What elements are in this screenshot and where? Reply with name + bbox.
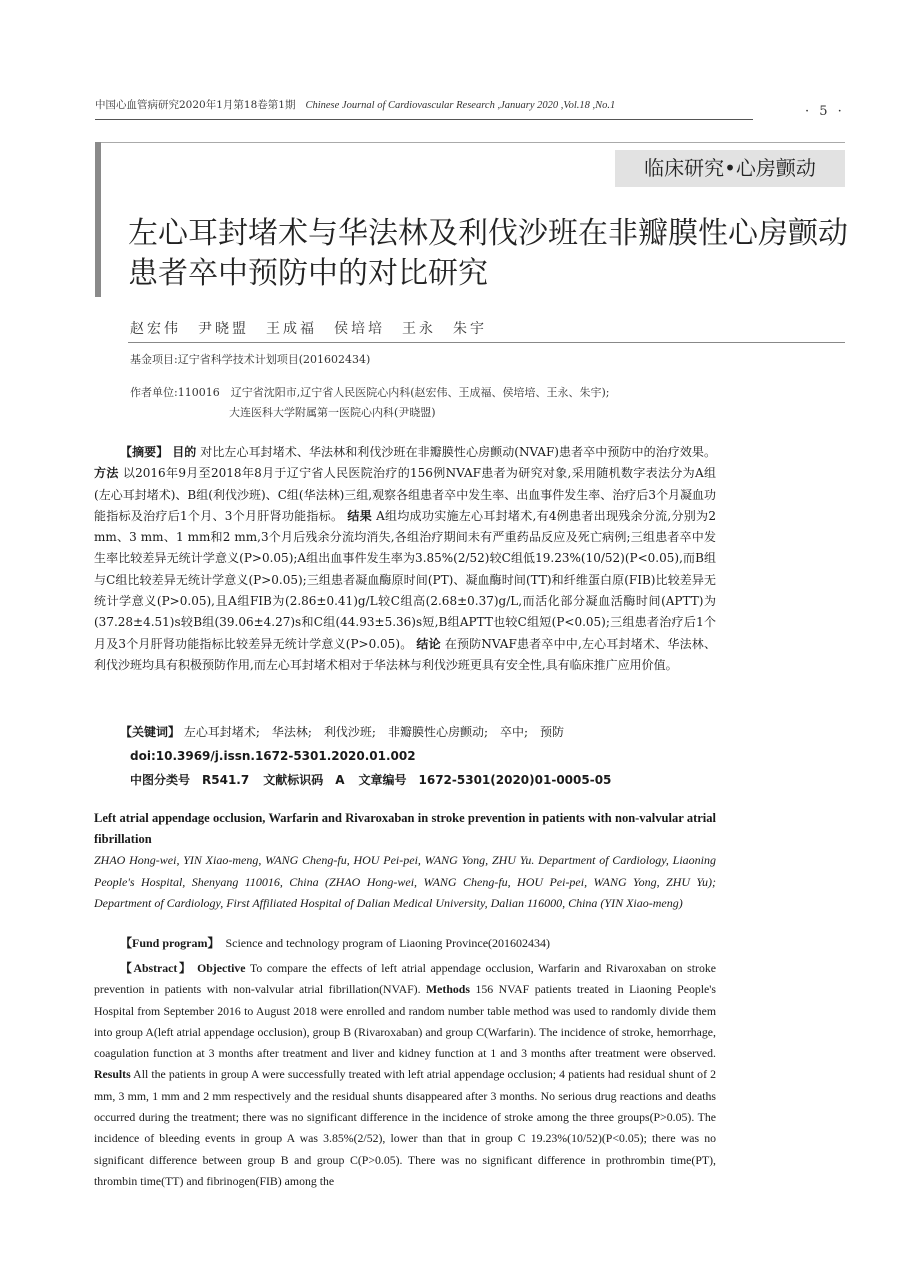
method-label: 方法: [94, 466, 119, 481]
journal-cn: 中国心血管病研究2020年1月第18卷第1期: [95, 99, 296, 111]
keywords-label: 【关键词】: [120, 725, 181, 739]
category-rule: [101, 142, 845, 143]
method-text: 以2016年9月至2018年8月于辽宁省人民医院治疗的156例NVAF患者为研究对象,采用随机数字表法分为A组(左心耳封堵术)、B组(利伐沙班)、C组(华法林)三组,观察各组患者卒中发生率、出血事件发生率、治疗后3个月凝血功能指标及治疗后1个月、3个月肝肾功能指标。: [94, 466, 716, 523]
result-label: 结果: [347, 508, 372, 523]
english-fund-text: Science and technology program of Liaoning Province(201602434): [225, 936, 551, 950]
section-category: 临床研究•心房颤动: [615, 150, 845, 187]
objective-label: 目的: [172, 445, 197, 459]
abstract-cn: [94, 442, 716, 676]
english-fund-label: 【Fund program】: [120, 936, 220, 950]
english-title: Left atrial appendage occlusion, Warfarin and Rivaroxaban in stroke prevention in patients with non-valvular atrial fibrillation: [94, 811, 716, 846]
result-text: A组均成功实施左心耳封堵术,有4例患者出现残余分流,分别为2 mm、3 mm、1 mm和2 mm,3个月后残余分流均消失,各组治疗期间未有严重药品反应及死亡病例;三组患者卒中发生率比较差异无统计学意义(P>0.05);A组出血事件发生率为3.85%(2/52)较C组低19.23%(10/52)(P<0.05),而B组与C组比较差异无统计学意义(P>0.05);三组患者凝血酶原时间(PT)、凝血酶时间(TT)和纤维蛋白原(FIB)比较差异无统计学意义(P>0.05),且A组FIB为(2.86±0.41)g/L较C组高(2.68±0.37)g/L,而活化部分凝血活酶时间(APTT)为(37.28±4.51)s较B组(39.06±4.27)s和C组(44.93±5.36)s短,B组APTT也较C组短(P<0.05);三组患者治疗后1个月及3个月肝肾功能指标比较差异无统计学意义(P>0.05)。: [94, 508, 716, 651]
abstract-label: 【摘要】: [120, 445, 169, 459]
english-authors: ZHAO Hong-wei, YIN Xiao-meng, WANG Cheng-fu, HOU Pei-pei, WANG Yong, ZHU Yu. Department of Cardiology, Liaoning People's Hospital, Shenyang 110016, China (ZHAO Hong-wei, WANG Cheng-fu, HOU Pei-pei, WANG Yong, ZHU Yu); Department of Cardiology, First Affiliated Hospital of Dalian Medical University, Dalian 116000, China (YIN Xiao-meng): [94, 853, 716, 910]
english-abstract: [94, 958, 716, 1192]
article-number: 文章编号 1672-5301(2020)01-0005-05: [358, 773, 612, 787]
english-fund: [120, 934, 742, 951]
affiliation-line-1: 作者单位:110016 辽宁省沈阳市,辽宁省人民医院心内科(赵宏伟、王成福、侯培培、王永、朱宇);: [130, 386, 610, 399]
english-objective-text: To compare the effects of left atrial appendage occlusion, Warfarin and Rivaroxaban on stroke prevention in patients with non-valvular atrial fibrillation(NVAF).: [94, 961, 716, 997]
english-abstract-label: 【Abstract】: [120, 961, 193, 975]
document-code: 文献标识码 A: [263, 773, 345, 787]
conclusion-label: 结论: [416, 636, 441, 651]
english-objective-label: Objective: [197, 961, 246, 975]
english-results-text: All the patients in group A were successfully treated with left atrial appendage occlusion; 4 patients had residual shunt of 2 mm, 3 mm, 1 mm and 2 mm respectively and the residual shunts disappeared after 3 months. No serious drug reactions and deaths occurred during the treatment; there was no significant difference in the incidence of stroke among the three groups(P>0.05). The incidence of bleeding events in group A was 3.85%(2/52), lower than that in group C 19.23%(10/52)(P<0.05); there was no significant difference between group B and group C(P>0.05). There was no significant difference in prothrombin time(PT), thrombin time(TT) and fibrinogen(FIB) among the: [94, 1067, 716, 1188]
divider: [128, 342, 845, 343]
authors: 赵宏伟 尹晓盟 王成福 侯培培 王永 朱宇: [130, 321, 487, 337]
affiliation: [130, 383, 609, 423]
english-methods-label: Methods: [426, 982, 470, 997]
article-title: 左心耳封堵术与华法林及利伐沙班在非瓣膜性心房颤动患者卒中预防中的对比研究: [128, 216, 848, 291]
english-methods-text: 156 NVAF patients treated in Liaoning People's Hospital from September 2016 to August 2018 were enrolled and random number table method was used to randomly divide them into group A(left atrial appendage occlusion), group B (Rivaroxaban) and group C(Warfarin). The incidence of stroke, hemorrhage, coagulation function at 3 months after treatment and liver and kidney function at 1 and 3 months after treatment were observed.: [94, 982, 716, 1061]
keywords-text: 左心耳封堵术; 华法林; 利伐沙班; 非瓣膜性心房颤动; 卒中; 预防: [183, 725, 565, 739]
journal-en: Chinese Journal of Cardiovascular Research ,January 2020 ,Vol.18 ,No.1: [305, 100, 616, 111]
classification-line: [130, 771, 625, 788]
page-number: · 5 ·: [805, 104, 845, 119]
objective-text: 对比左心耳封堵术、华法林和利伐沙班在非瓣膜性心房颤动(NVAF)患者卒中预防中的治疗效果。: [200, 445, 716, 459]
clc-number: 中图分类号 R541.7: [130, 773, 250, 787]
title-side-bar: [95, 142, 101, 297]
fund-program: 基金项目:辽宁省科学技术计划项目(201602434): [130, 353, 371, 366]
english-results-label: Results: [94, 1067, 131, 1082]
running-head: [95, 97, 753, 120]
affiliation-line-2: 大连医科大学附属第一医院心内科(尹晓盟): [229, 406, 436, 419]
keywords: [120, 723, 742, 740]
doi: doi:10.3969/j.issn.1672-5301.2020.01.002: [130, 749, 416, 763]
conclusion-text: 在预防NVAF患者卒中中,左心耳封堵术、华法林、利伐沙班均具有积极预防作用,而左心耳封堵术相对于华法林与利伐沙班更具有安全性,具有临床推广应用价值。: [94, 636, 716, 672]
